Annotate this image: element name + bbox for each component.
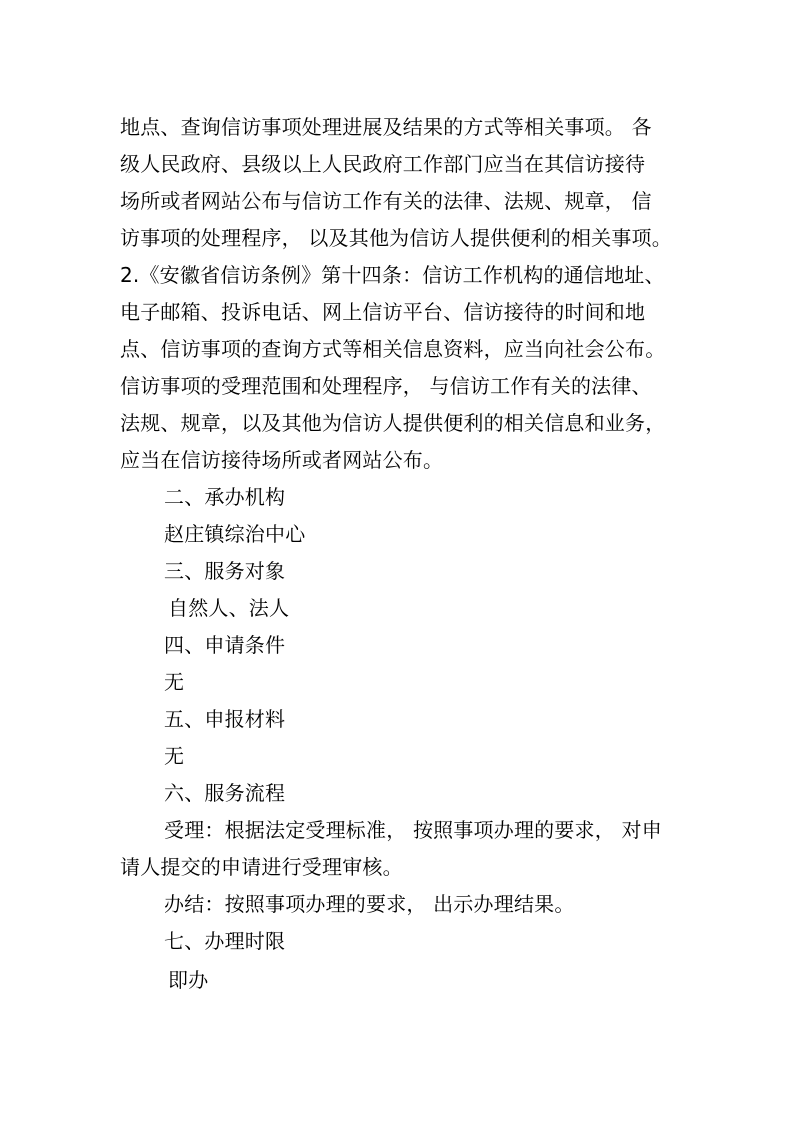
paragraph-line: 访事项的处理程序， 以及其他为信访人提供便利的相关事项。 xyxy=(120,226,672,250)
section-body: 无 xyxy=(164,744,185,768)
section-body: 受理：根据法定受理标准， 按照事项办理的要求， 对申 xyxy=(164,818,662,842)
paragraph-line: 场所或者网站公布与信访工作有关的法律、法规、规章， 信 xyxy=(120,189,652,213)
paragraph-line: 电子邮箱、投诉电话、网上信访平台、信访接待的时间和地 xyxy=(120,300,646,324)
section-heading: 二、承办机构 xyxy=(164,485,286,509)
paragraph-line: 2.《安徽省信访条例》第十四条：信访工作机构的通信地址、 xyxy=(120,263,665,287)
section-body: 请人提交的申请进行受理审核。 xyxy=(120,855,403,879)
section-heading: 六、服务流程 xyxy=(164,781,286,805)
paragraph-line: 地点、查询信访事项处理进展及结果的方式等相关事项。 各 xyxy=(120,115,652,139)
section-heading: 五、申报材料 xyxy=(164,707,286,731)
section-body: 办结：按照事项办理的要求， 出示办理结果。 xyxy=(164,892,575,916)
section-heading: 七、办理时限 xyxy=(164,929,286,953)
section-body: 无 xyxy=(164,670,185,694)
paragraph-line: 级人民政府、县级以上人民政府工作部门应当在其信访接待 xyxy=(120,152,646,176)
section-body: 即办 xyxy=(168,968,209,992)
paragraph-line: 点、信访事项的查询方式等相关信息资料，应当向社会公布。 xyxy=(120,337,666,361)
paragraph-line: 应当在信访接待场所或者网站公布。 xyxy=(120,448,444,472)
paragraph-line: 法规、规章，以及其他为信访人提供便利的相关信息和业务， xyxy=(120,411,666,435)
section-body: 自然人、法人 xyxy=(168,596,290,620)
paragraph-line: 信访事项的受理范围和处理程序， 与信访工作有关的法律、 xyxy=(120,374,652,398)
section-heading: 三、服务对象 xyxy=(164,559,286,583)
section-heading: 四、申请条件 xyxy=(164,633,286,657)
section-body: 赵庄镇综治中心 xyxy=(164,522,306,546)
